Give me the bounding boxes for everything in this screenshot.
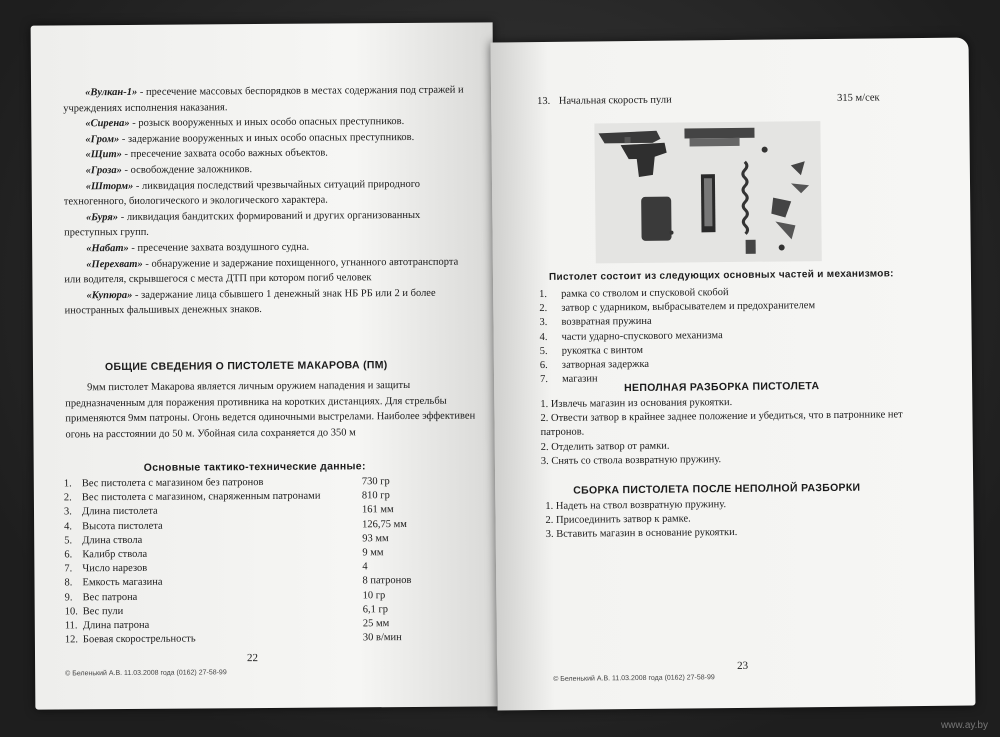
operations-list: [63, 83, 475, 320]
footer-left: © Беленький А.В. 11.03.2008 года (0162) 27-58-99: [65, 669, 227, 678]
spec-label: Емкость магазина: [82, 577, 163, 589]
spec-row: [65, 631, 485, 648]
part-text: рамка со стволом и спусковой скобой: [561, 287, 729, 300]
spec-num: 10.: [64, 606, 78, 618]
spec-num: 1.: [63, 478, 72, 490]
spec-value: 810 гр: [361, 490, 390, 502]
operation-description: - задержание вооруженных и иных особо опасных преступников.: [119, 131, 415, 145]
spec-value: 30 в/мин: [362, 632, 402, 644]
spec-value: 9 мм: [362, 547, 384, 559]
footer-right: © Беленький А.В. 11.03.2008 года (0162) 27-58-99: [553, 674, 715, 683]
spec-label: Вес пули: [82, 605, 124, 618]
spec-label: Вес патрона: [82, 591, 138, 603]
spec-num: 6.: [64, 549, 73, 561]
spec13-value: 315 м/сек: [837, 92, 880, 104]
right-page: [491, 38, 976, 711]
disassembly-step: 3. Снять со ствола возвратную пружину.: [540, 453, 722, 467]
spec-label: Вес пистолета с магазином без патронов: [81, 477, 264, 490]
operation-name: «Гром»: [85, 133, 120, 146]
part-num: 2.: [539, 303, 548, 315]
operation-name: «Буря»: [85, 211, 119, 223]
spec-value: 161 мм: [361, 504, 394, 516]
assembly-step: 2. Присоединить затвор к рамке.: [545, 513, 691, 527]
spec13-row: [537, 90, 947, 110]
specs-heading: Основные тактико-технические данные:: [143, 460, 366, 474]
page-number-left: 22: [246, 652, 259, 665]
part-num: 7.: [539, 374, 548, 386]
operation-name: «Купюра»: [86, 289, 133, 301]
part-num: 1.: [539, 288, 548, 301]
spec-num: 3.: [63, 506, 72, 518]
spec-num: 12.: [64, 634, 79, 646]
disassembly-steps: [540, 394, 915, 469]
spec-num: 11.: [64, 620, 78, 632]
spec-num: 4.: [64, 520, 73, 533]
operation-description: - ликвидация бандитских формирований и других организованных преступных групп.: [64, 209, 421, 239]
left-page: [31, 22, 498, 709]
spec-label: Длина пистолета: [81, 506, 158, 518]
operation-name: «Вулкан-1»: [85, 86, 138, 99]
disassembly-step: 1. Извлечь магазин из основания рукоятки.: [540, 397, 733, 411]
part-num: 5.: [539, 345, 548, 357]
part-text: возвратная пружина: [561, 316, 652, 329]
part-num: 6.: [539, 359, 548, 372]
spec-value: 93 мм: [362, 532, 389, 545]
operation-name: «Перехват»: [86, 258, 143, 270]
disassembly-step: 2. Отвести затвор в крайнее заднее положение и убедиться, что в патроннике нет патронов.: [540, 409, 903, 439]
operation-name: «Гроза»: [85, 164, 122, 177]
operation-description: - пресечение захвата особо важных объектов.: [121, 147, 328, 161]
parts-list: [539, 284, 940, 388]
spec-num: 9.: [64, 591, 73, 604]
operation-item: [63, 83, 473, 117]
spec-value: 126,75 мм: [362, 518, 407, 530]
part-text: магазин: [561, 373, 598, 386]
watermark: www.ay.by: [940, 720, 988, 731]
disassembly-heading: НЕПОЛНАЯ РАЗБОРКА ПИСТОЛЕТА: [624, 380, 820, 395]
page-number-right: 23: [736, 659, 749, 672]
spec13-num: 13.: [537, 95, 551, 108]
section-heading: ОБЩИЕ СВЕДЕНИЯ О ПИСТОЛЕТЕ МАКАРОВА (ПМ): [104, 359, 388, 374]
disassembly-step: 2. Отделить затвор от рамки.: [540, 440, 670, 453]
assembly-heading: СБОРКА ПИСТОЛЕТА ПОСЛЕ НЕПОЛНОЙ РАЗБОРКИ: [573, 481, 861, 497]
spec-value: 6,1 гр: [362, 603, 389, 616]
parts-heading: Пистолет состоит из следующих основных частей и механизмов:: [548, 268, 894, 283]
spec-label: Длина ствола: [82, 534, 143, 547]
spec-label: Боевая скорострельность: [82, 633, 196, 646]
part-text: части ударно-спускового механизма: [561, 329, 723, 343]
part-num: 3.: [539, 317, 548, 329]
spec-num: 5.: [64, 535, 73, 547]
spec-value: 730 гр: [361, 476, 390, 488]
assembly-steps: [545, 496, 919, 543]
part-text: затворная задержка: [561, 358, 650, 371]
spec-value: 8 патронов: [362, 575, 412, 587]
operation-item: [64, 176, 474, 210]
spec-value: 4: [362, 561, 368, 573]
operation-name: «Сирена»: [85, 118, 130, 130]
part-num: 4.: [539, 331, 548, 343]
operation-name: «Шторм»: [85, 180, 134, 192]
part-text: затвор с ударником, выбрасывателем и предохранителем: [561, 300, 816, 314]
specs-table: [64, 474, 485, 647]
operation-name: «Щит»: [85, 149, 122, 161]
operation-description: - пресечение захвата воздушного судна.: [128, 241, 310, 254]
part-text: рукоятка с винтом: [561, 344, 644, 357]
operation-description: - пресечение массовых беспорядков в местах содержания под стражей и учреждениях исполнения наказания.: [63, 84, 464, 114]
operation-item: [64, 207, 474, 241]
spec-label: Число нарезов: [82, 563, 148, 575]
spec-num: 8.: [64, 577, 73, 589]
spec-label: Калибр ствола: [82, 548, 148, 561]
spec-label: Высота пистолета: [82, 520, 163, 532]
operation-name: «Набат»: [86, 242, 129, 255]
operation-description: - обнаружение и задержание похищенного, угнанного автотранспорта или водителя, скрывшегося с места ДТП при котором погиб человек: [64, 256, 459, 286]
operation-description: - задержание лица сбывшего 1 денежный знак НБ РБ или 2 и более иностранных фальшивых денежных знаков.: [64, 287, 436, 317]
pistol-parts-photo: [594, 121, 821, 263]
spec-value: 25 мм: [362, 618, 390, 630]
assembly-step: 3. Вставить магазин в основание рукоятки.: [545, 527, 738, 541]
operation-description: - освобождение заложников.: [121, 164, 253, 176]
operation-description: - розыск вооруженных и иных особо опасных преступников.: [129, 116, 405, 130]
spec-label: Вес пистолета с магазином, снаряженным патронами: [81, 490, 321, 504]
spec-num: 2.: [63, 492, 72, 504]
operation-item: [64, 285, 474, 319]
spec-num: 7.: [64, 563, 73, 575]
operation-item: [64, 254, 474, 288]
pistol-parts-illustration: [594, 121, 821, 263]
spec13-label: Начальная скорость пули: [558, 94, 672, 107]
spec-label: Длина патрона: [82, 619, 150, 632]
spec-value: 10 гр: [362, 589, 386, 601]
section-text: 9мм пистолет Макарова является личным оружием нападения и защиты предназначенным для поражения противника на коротких дистанциях. Для стрельбы применяются 9мм патроны. Огонь ведется одиночными выстрелами. Наиболее эффективен огонь на расстоянии до 50 м. Убойная сила сохраняется до 350 м: [65, 379, 476, 441]
operation-description: - ликвидация последствий чрезвычайных ситуаций природного техногенного, биологического и экологического характера.: [63, 178, 421, 208]
assembly-step: 1. Надеть на ствол возвратную пружину.: [545, 499, 727, 512]
